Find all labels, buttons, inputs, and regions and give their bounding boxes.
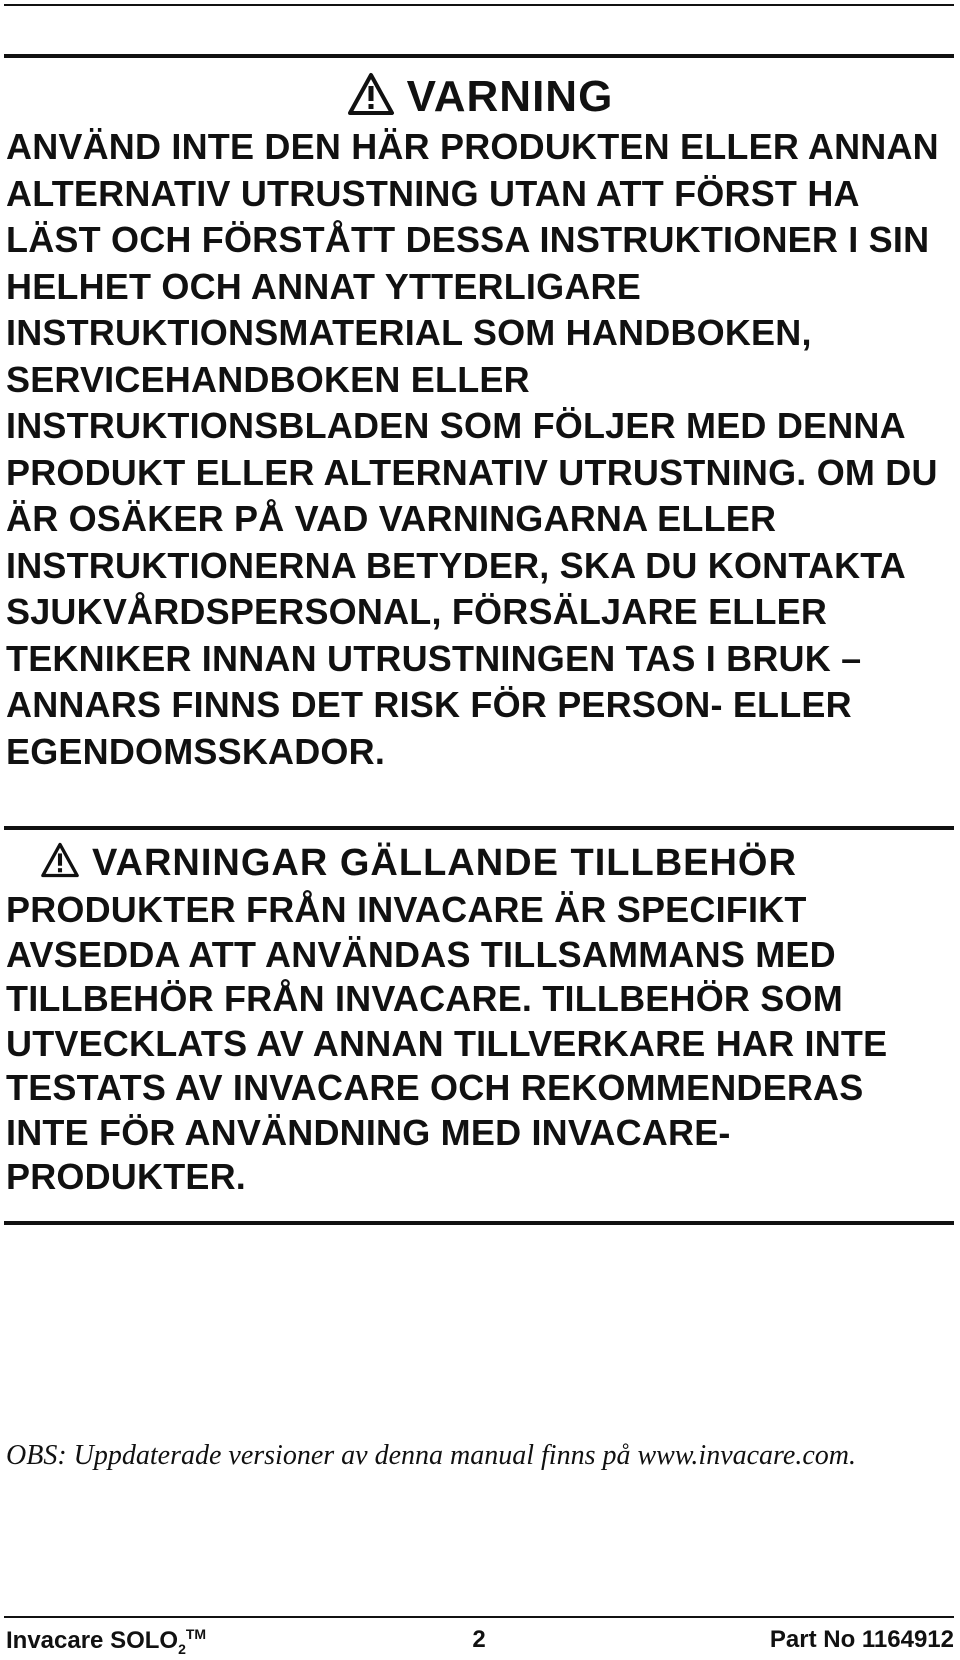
- warning-top-rule: [4, 54, 954, 58]
- footer-product-name: Invacare SOLO: [6, 1627, 179, 1654]
- accessories-top-rule: [4, 826, 954, 830]
- update-note: OBS: Uppdaterade versioner av denna manual finns på www.invacare.com.: [6, 1440, 856, 1471]
- footer-part-number: Part No 1164912: [769, 1626, 954, 1653]
- footer-trademark: TM: [185, 1626, 207, 1642]
- warning-text: ANVÄND INTE DEN HÄR PRODUKTEN ELLER ANNAN ALTERNATIV UTRUSTNING UTAN ATT FÖRST HA LÄST OCH FÖRSTÅTT DESSA INSTRUKTIONER I SIN HELHET OCH ANNAT YTTERLIGARE INSTRUKTIONSMATERIAL SOM HANDBOKEN, SERVICEHANDBOKEN ELLER INSTRUKTIONSBLADEN SOM FÖLJER MED DENNA PRODUKT ELLER ALTERNATIV UTRUSTNING. OM DU ÄR OSÄKER PÅ VAD VARNINGARNA ELLER INSTRUKTIONERNA BETYDER, SKA DU KONTAKTA SJUKVÅRDSPERSONAL, FÖRSÄLJARE ELLER TEKNIKER INNAN UTRUSTNINGEN TAS I BRUK – ANNARS FINNS DET RISK FÖR PERSON- ELLER EGENDOMSSKADOR.: [6, 126, 948, 772]
- footer-rule: [4, 1616, 954, 1618]
- warning-heading: [0, 72, 960, 128]
- accessories-title: VARNINGAR GÄLLANDE TILLBEHÖR: [92, 842, 797, 885]
- footer-page-number: 2: [472, 1626, 486, 1653]
- accessories-bottom-rule: [4, 1221, 954, 1225]
- warning-title: VARNING: [406, 72, 614, 122]
- page-footer: [4, 1626, 954, 1656]
- warning-triangle-icon: [347, 72, 395, 127]
- footer-product-subscript: 2: [178, 1640, 186, 1657]
- warning-triangle-icon: [40, 842, 80, 888]
- accessories-heading: [40, 842, 940, 890]
- accessories-text: PRODUKTER FRÅN INVACARE ÄR SPECIFIKT AVSEDDA ATT ANVÄNDAS TILLSAMMANS MED TILLBEHÖR FRÅN INVACARE. TILLBEHÖR SOM UTVECKLATS AV ANNAN TILLVERKARE HAR INTE TESTATS AV INVACARE OCH REKOMMENDERAS INTE FÖR ANVÄNDNING MED INVACARE-PRODUKTER.: [6, 889, 898, 1197]
- top-rule: [4, 4, 954, 6]
